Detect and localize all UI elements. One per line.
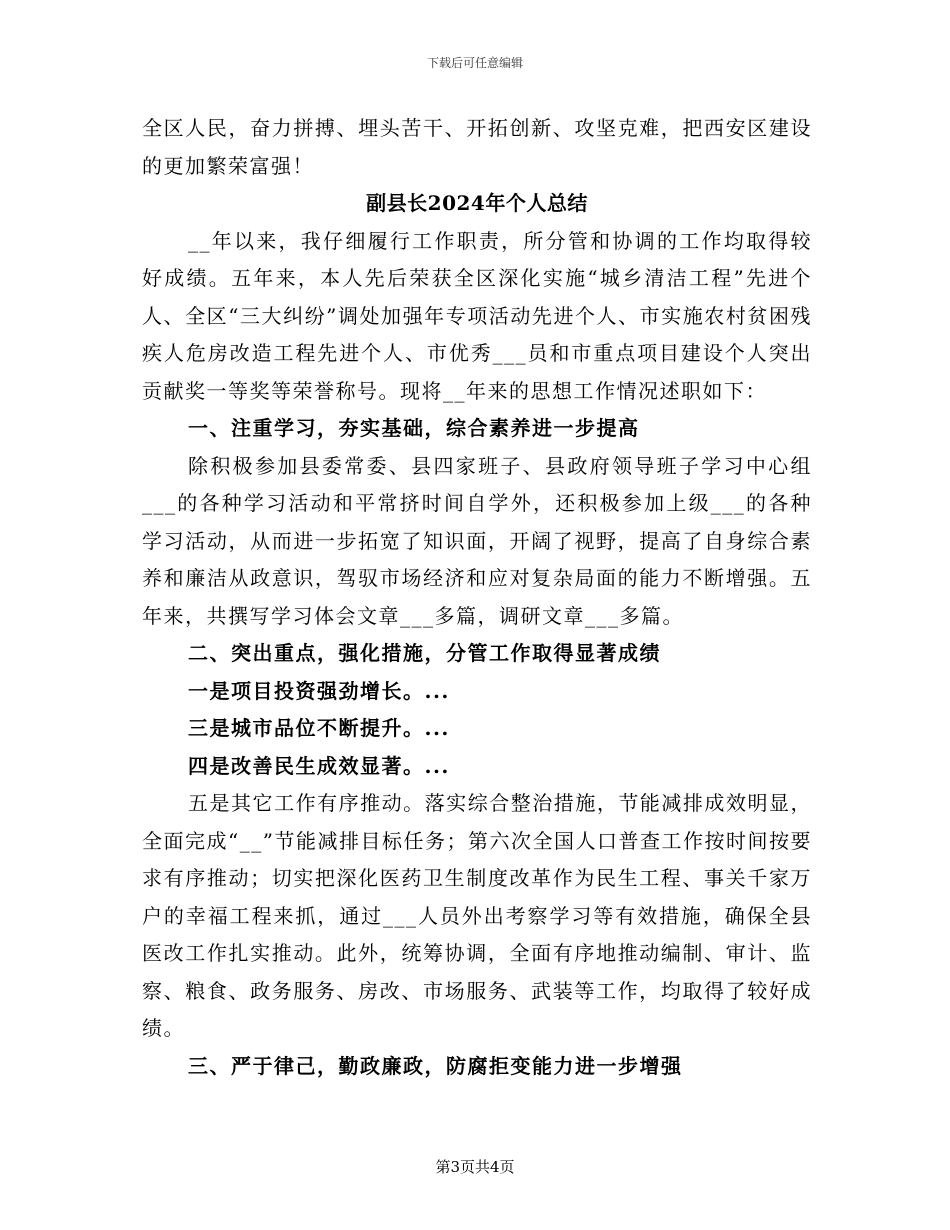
document-title: 副县长2024年个人总结 — [366, 191, 588, 215]
section-heading-study: 一、注重学习，夯实基础，综合素养进一步提高 — [188, 416, 640, 440]
summary-paragraph: __年以来，我仔细履行工作职责，所分管和协调的工作均取得较好成绩。五年来，本人先后荣获全区深化实施“城乡清洁工程”先进个人、全区“三大纠纷”调处加强年专项活动先进个人、市实施农村贫困残疾人危房改造工程先进个人、市优秀___员和市重点项目建设个人突出贡献奖一等奖等荣誉称号。现将__年来的思想工作情况述职如下： — [142, 228, 812, 403]
section-heading-integrity: 三、严于律己，勤政廉政，防腐拒变能力进一步增强 — [188, 1053, 683, 1078]
work-item-city-quality: 三是城市品位不断提升。... — [188, 716, 450, 740]
document-body — [142, 110, 812, 1085]
intro-continuation-paragraph: 全区人民，奋力拼搏、埋头苦干、开拓创新、攻坚克难，把西安区建设的更加繁荣富强！ — [142, 116, 812, 178]
study-paragraph: 除积极参加县委常委、县四家班子、县政府领导班子学习中心组___的各种学习活动和平常挤时间自学外，还积极参加上级___的各种学习活动，从而进一步拓宽了知识面，开阔了视野，提高了自身综合素养和廉洁从政意识，驾驭市场经济和应对复杂局面的能力不断增强。五年来，共撰写学习体会文章___多篇，调研文章___多篇。 — [142, 453, 812, 628]
section-heading-work: 二、突出重点，强化措施，分管工作取得显著成绩 — [188, 641, 661, 665]
page-header-note: 下载后可任意编辑 — [426, 56, 523, 70]
work-item-livelihood: 四是改善民生成效显著。... — [188, 753, 450, 778]
work-item-project-investment: 一是项目投资强劲增长。... — [188, 678, 450, 703]
page-number-footer: 第3页共4页 — [435, 1158, 515, 1176]
other-work-paragraph: 五是其它工作有序推动。落实综合整治措施，节能减排成效明显，全面完成“__”节能减排目标任务；第六次全国人口普查工作按时间按要求有序推动；切实把深化医药卫生制度改革作为民生工程、事关千家万户的幸福工程来抓，通过___人员外出考察学习等有效措施，确保全县医改工作扎实推动。此外，统筹协调，全面有序地推动编制、审计、监察、粮食、政务服务、房改、市场服务、武装等工作，均取得了较好成绩。 — [142, 791, 812, 1040]
